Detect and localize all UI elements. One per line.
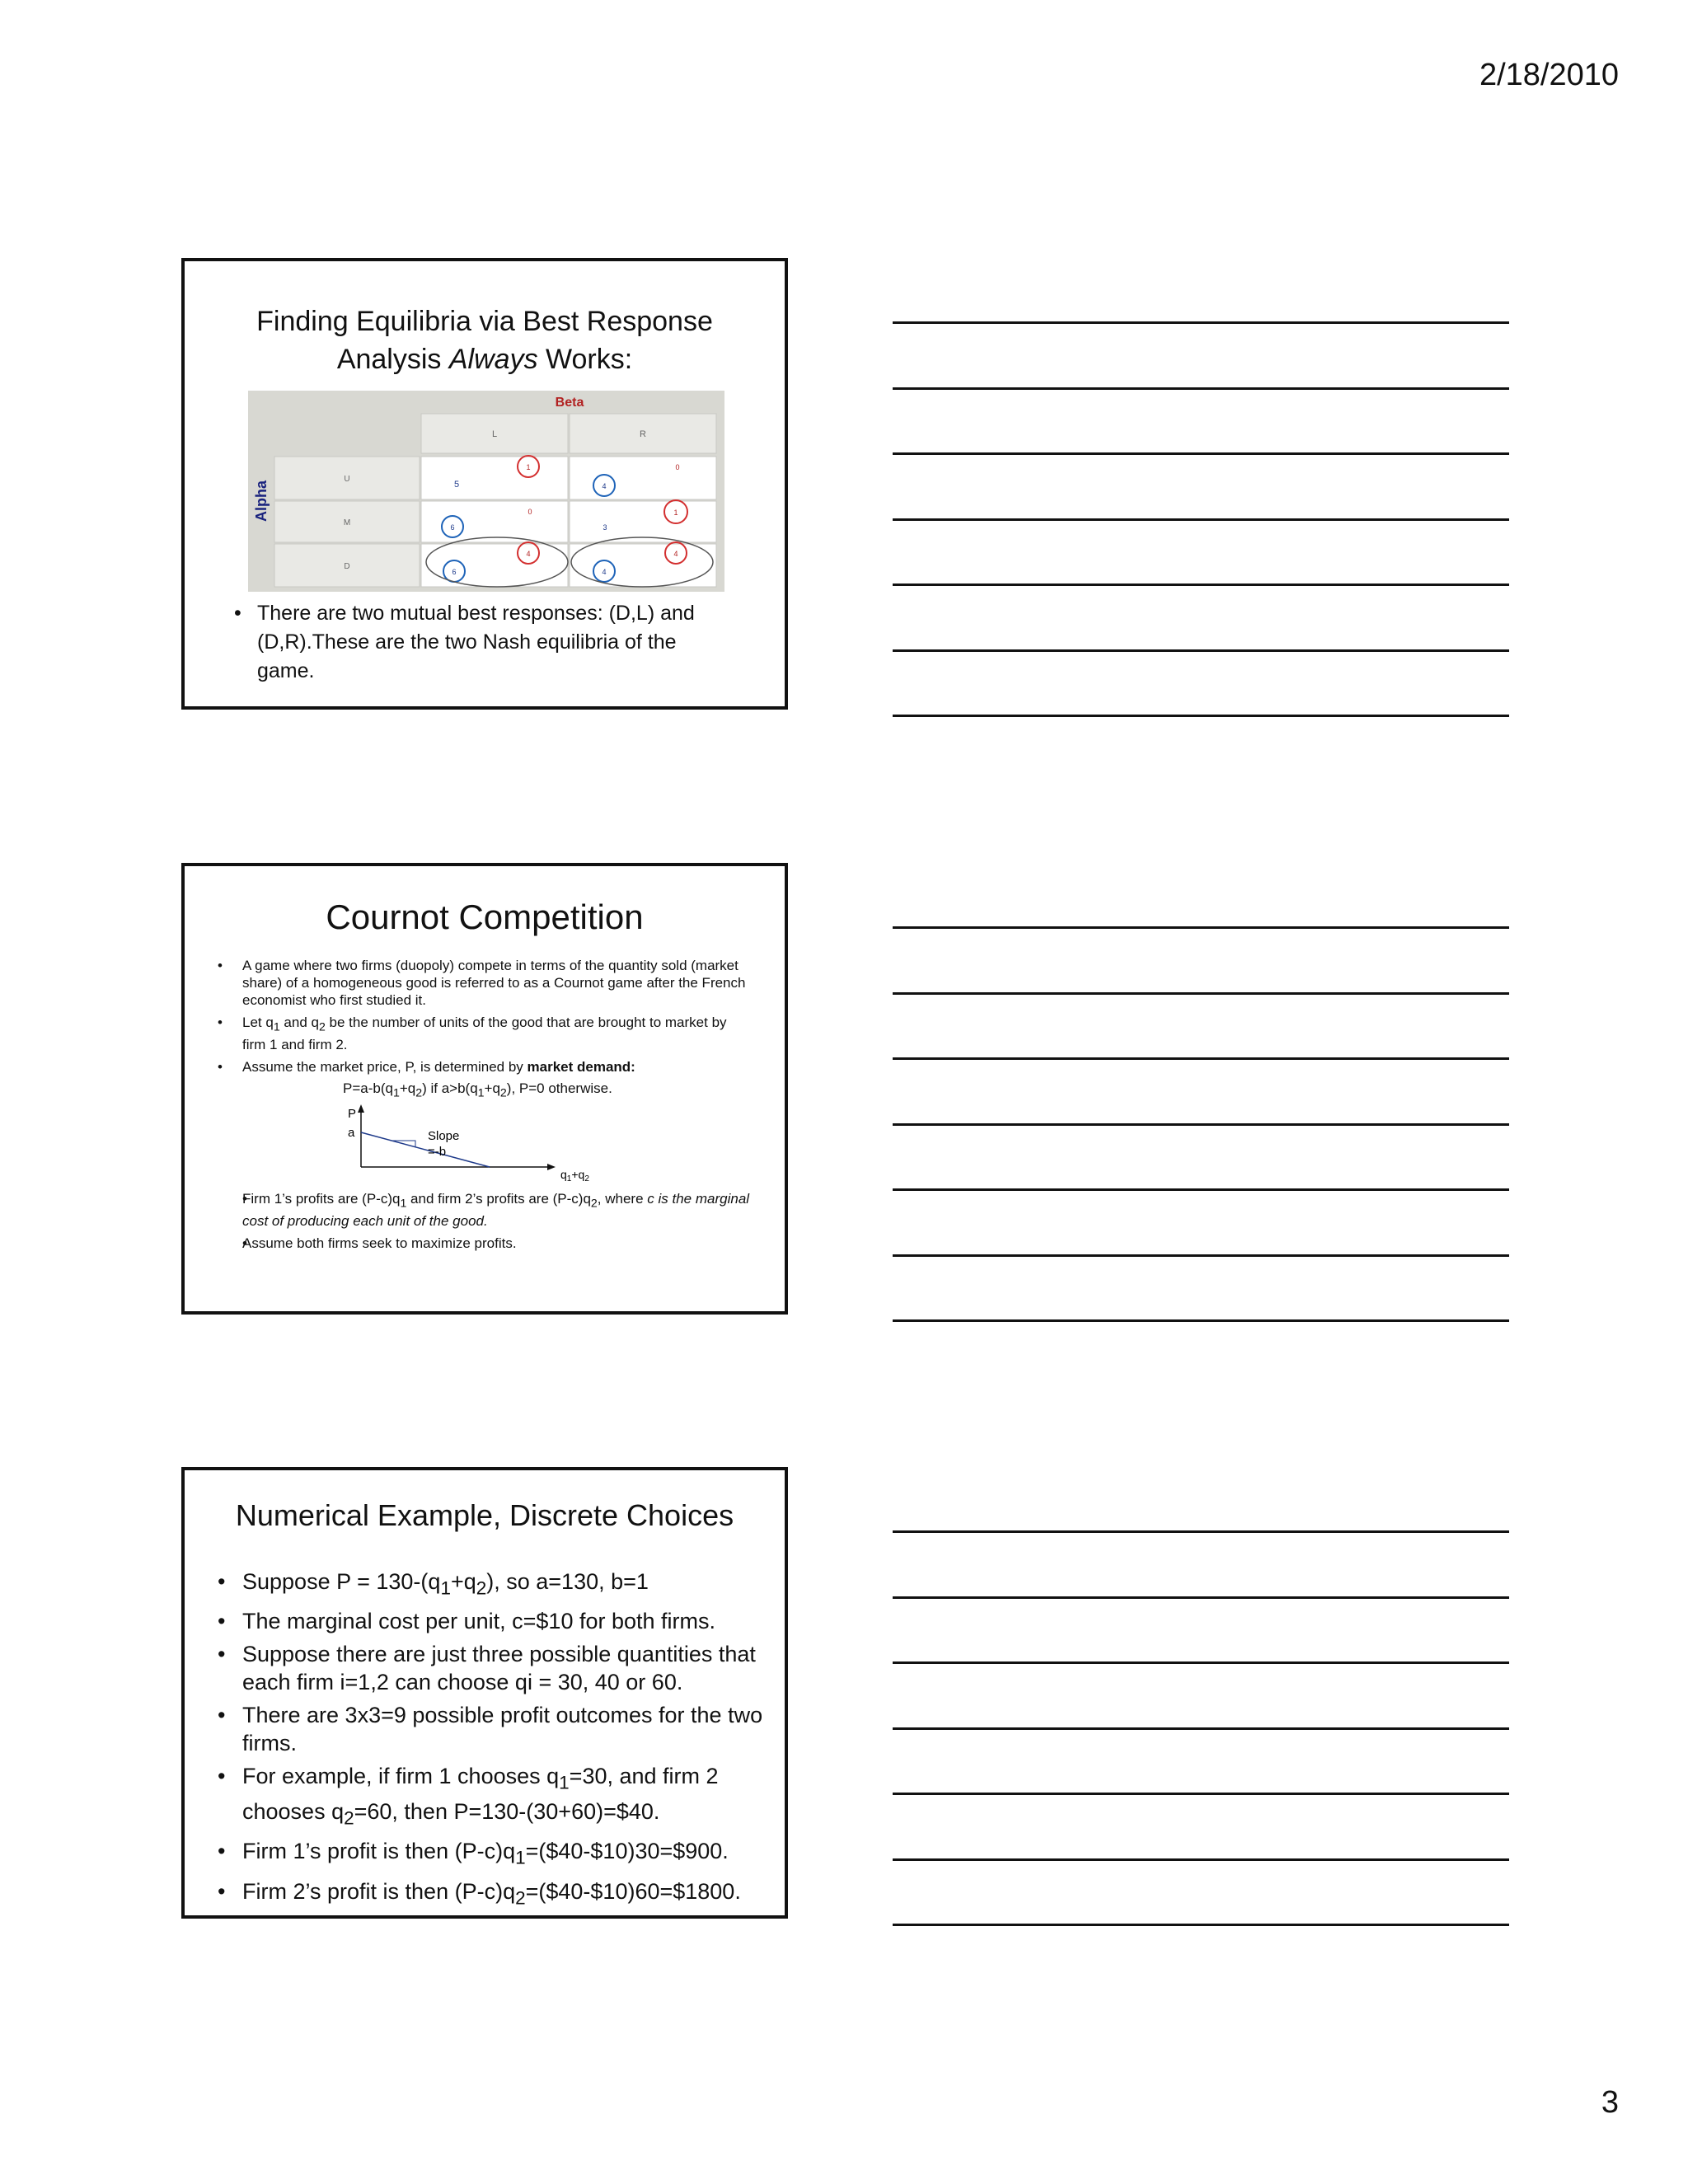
row-label-d: D (344, 562, 350, 571)
quantity-axis-label (560, 1168, 589, 1183)
formula-text: P=a-b(q (343, 1080, 393, 1096)
subscript: 2 (318, 1020, 326, 1034)
note-line (893, 1123, 1509, 1126)
cell-d-r (570, 544, 716, 587)
column-player-label: Beta (555, 396, 584, 410)
bullet-text: and q (279, 1015, 319, 1030)
bullet-item (218, 1058, 752, 1076)
bullet-text: =30, and firm 2 chooses q (242, 1764, 719, 1824)
bullet-item: • The marginal cost per unit, c=$10 for both firms. (218, 1607, 768, 1635)
subscript: 1 (273, 1020, 280, 1034)
note-line (893, 1596, 1509, 1599)
title-line-2 (185, 340, 785, 378)
row-label-m: M (343, 518, 351, 527)
note-line (893, 1530, 1509, 1533)
title-text: Works: (537, 344, 633, 375)
subscript: 2 (515, 1886, 526, 1908)
demand-line (361, 1132, 490, 1167)
page-date: 2/18/2010 (1479, 58, 1619, 92)
bullet-text: Assume the market price, P, is determined by (242, 1059, 528, 1076)
title-line-1: Finding Equilibria via Best Response (256, 306, 713, 337)
formula-text: +q (399, 1080, 416, 1096)
subscript: 1 (440, 1577, 451, 1599)
subscript: 2 (584, 1174, 589, 1183)
subscript: 1 (400, 1197, 407, 1211)
column-label-l: L (491, 429, 498, 439)
note-line (893, 518, 1509, 521)
bullet-text: +q (450, 1569, 476, 1594)
payoff-alpha-m-r: 3 (603, 523, 607, 532)
bullet-list (218, 957, 752, 1080)
payoff-matrix (248, 391, 724, 592)
note-line (893, 387, 1509, 390)
bullet-text: be the number of units of the good that are brought to market by firm 1 and firm 2. (242, 1015, 727, 1053)
cell-u-r (570, 457, 716, 499)
bullet-item (218, 1762, 768, 1832)
demand-formula (343, 1080, 612, 1099)
slide-title: Numerical Example, Discrete Choices (235, 1498, 734, 1532)
price-axis-label: P (348, 1107, 357, 1121)
formula-text: ) if a>b(q (422, 1080, 478, 1096)
note-line (893, 1793, 1509, 1795)
bullet-text: Let q (242, 1015, 274, 1030)
note-line (893, 1924, 1509, 1926)
subscript: 1 (559, 1772, 570, 1793)
subscript: 1 (515, 1847, 526, 1868)
bullet-item (218, 1877, 768, 1912)
note-line (893, 992, 1509, 995)
payoff-alpha-u-r: 4 (602, 482, 607, 490)
bullet-text: and firm 2’s profits are (P-c)q (406, 1191, 591, 1207)
bullet-item: • Assume both firms seek to maximize profits. (218, 1235, 752, 1252)
subscript: 2 (415, 1086, 423, 1100)
note-line (893, 715, 1509, 717)
formula-text: +q (484, 1080, 500, 1096)
price-axis-arrow (358, 1104, 364, 1113)
payoff-beta-u-l: 1 (526, 463, 531, 471)
payoff-alpha-m-l: 6 (450, 523, 455, 532)
cell-m-r (570, 501, 716, 542)
bullet-text: , where (597, 1191, 648, 1207)
intercept-label: a (348, 1126, 355, 1140)
demand-curve-diagram (333, 1101, 613, 1183)
subscript: 1 (392, 1086, 400, 1100)
slide-title: Cournot Competition (326, 898, 644, 936)
bullet-list (218, 1568, 768, 1917)
bullet-item: • There are two mutual best responses: (D,L) and (D,R).These are the two Nash equilibria of the game. (234, 599, 735, 686)
note-line (893, 1254, 1509, 1257)
slide-numerical-example (181, 1467, 788, 1919)
note-line (893, 1188, 1509, 1191)
subscript: 2 (476, 1577, 487, 1599)
payoff-alpha-d-l: 6 (452, 568, 457, 576)
bullet-text: =($40-$10)60=$1800. (525, 1878, 741, 1904)
bullet-list (234, 599, 735, 686)
note-line (893, 1727, 1509, 1730)
bullet-list (218, 1190, 752, 1252)
axis-text: q (560, 1168, 567, 1181)
bullet-text: Firm 1’s profits are (P-c)q (242, 1191, 401, 1207)
bullet-item: • Suppose there are just three possible quantities that each firm i=1,2 can choose qi = 30, 40 or 60. (218, 1640, 768, 1696)
subscript: 1 (477, 1086, 485, 1100)
subscript: 2 (499, 1086, 507, 1100)
bullet-text: =($40-$10)30=$900. (525, 1839, 729, 1864)
note-line (893, 1858, 1509, 1861)
bullet-text: Firm 2’s profit is then (P-c)q (242, 1878, 516, 1904)
note-line (893, 452, 1509, 455)
note-line (893, 649, 1509, 652)
payoff-alpha-u-l: 5 (453, 480, 460, 490)
note-line (893, 1319, 1509, 1322)
payoff-beta-m-l: 0 (528, 508, 532, 516)
row-label-u: U (344, 475, 350, 484)
page-number: 3 (1601, 2085, 1619, 2120)
payoff-beta-d-r: 4 (673, 550, 678, 558)
subscript: 1 (566, 1174, 572, 1183)
slope-value: =-b (428, 1145, 447, 1159)
bullet-emphasis: c is the marginal cost of producing each unit of the good. (242, 1191, 750, 1230)
row-player-label: Alpha (253, 480, 270, 523)
cell-u-l (421, 457, 568, 499)
note-line (893, 321, 1509, 324)
payoff-beta-u-r: 0 (675, 463, 680, 471)
formula-text: ), P=0 otherwise. (506, 1080, 612, 1096)
axis-text: +q (571, 1168, 585, 1181)
note-line (893, 1661, 1509, 1664)
note-line (893, 926, 1509, 929)
bullet-text: For example, if firm 1 chooses q (242, 1764, 560, 1789)
bullet-item (218, 1568, 768, 1602)
bullet-text: Firm 1’s profit is then (P-c)q (242, 1839, 516, 1864)
slope-label: Slope (428, 1129, 460, 1143)
title-emphasis: Always (448, 344, 538, 375)
bullet-item (218, 1190, 752, 1230)
column-label-r: R (640, 429, 646, 439)
bullet-item: • There are 3x3=9 possible profit outcomes for the two firms. (218, 1701, 768, 1757)
title-text: Analysis (336, 344, 449, 375)
bullet-text: Suppose P = 130-(q (242, 1569, 441, 1594)
bullet-text: ), so a=130, b=1 (486, 1569, 649, 1594)
payoff-alpha-d-r: 4 (602, 568, 607, 576)
bullet-item (218, 1837, 768, 1872)
slide-cournot (181, 863, 788, 1315)
quantity-axis-arrow (547, 1164, 556, 1170)
slide-title (185, 302, 785, 378)
bullet-bold: market demand: (527, 1059, 635, 1076)
payoff-beta-m-r: 1 (673, 509, 678, 517)
payoff-beta-d-l: 4 (526, 550, 531, 558)
note-line (893, 1057, 1509, 1060)
bullet-text: =60, then P=130-(30+60)=$40. (354, 1798, 660, 1824)
subscript: 2 (344, 1807, 354, 1829)
bullet-item (218, 1014, 752, 1053)
slide-best-response (181, 258, 788, 710)
note-line (893, 583, 1509, 586)
subscript: 2 (590, 1197, 598, 1211)
bullet-item: • A game where two firms (duopoly) compete in terms of the quantity sold (market share) of a homogeneous good is referred to as a Cournot game after the French economist who first studied it. (218, 957, 752, 1009)
